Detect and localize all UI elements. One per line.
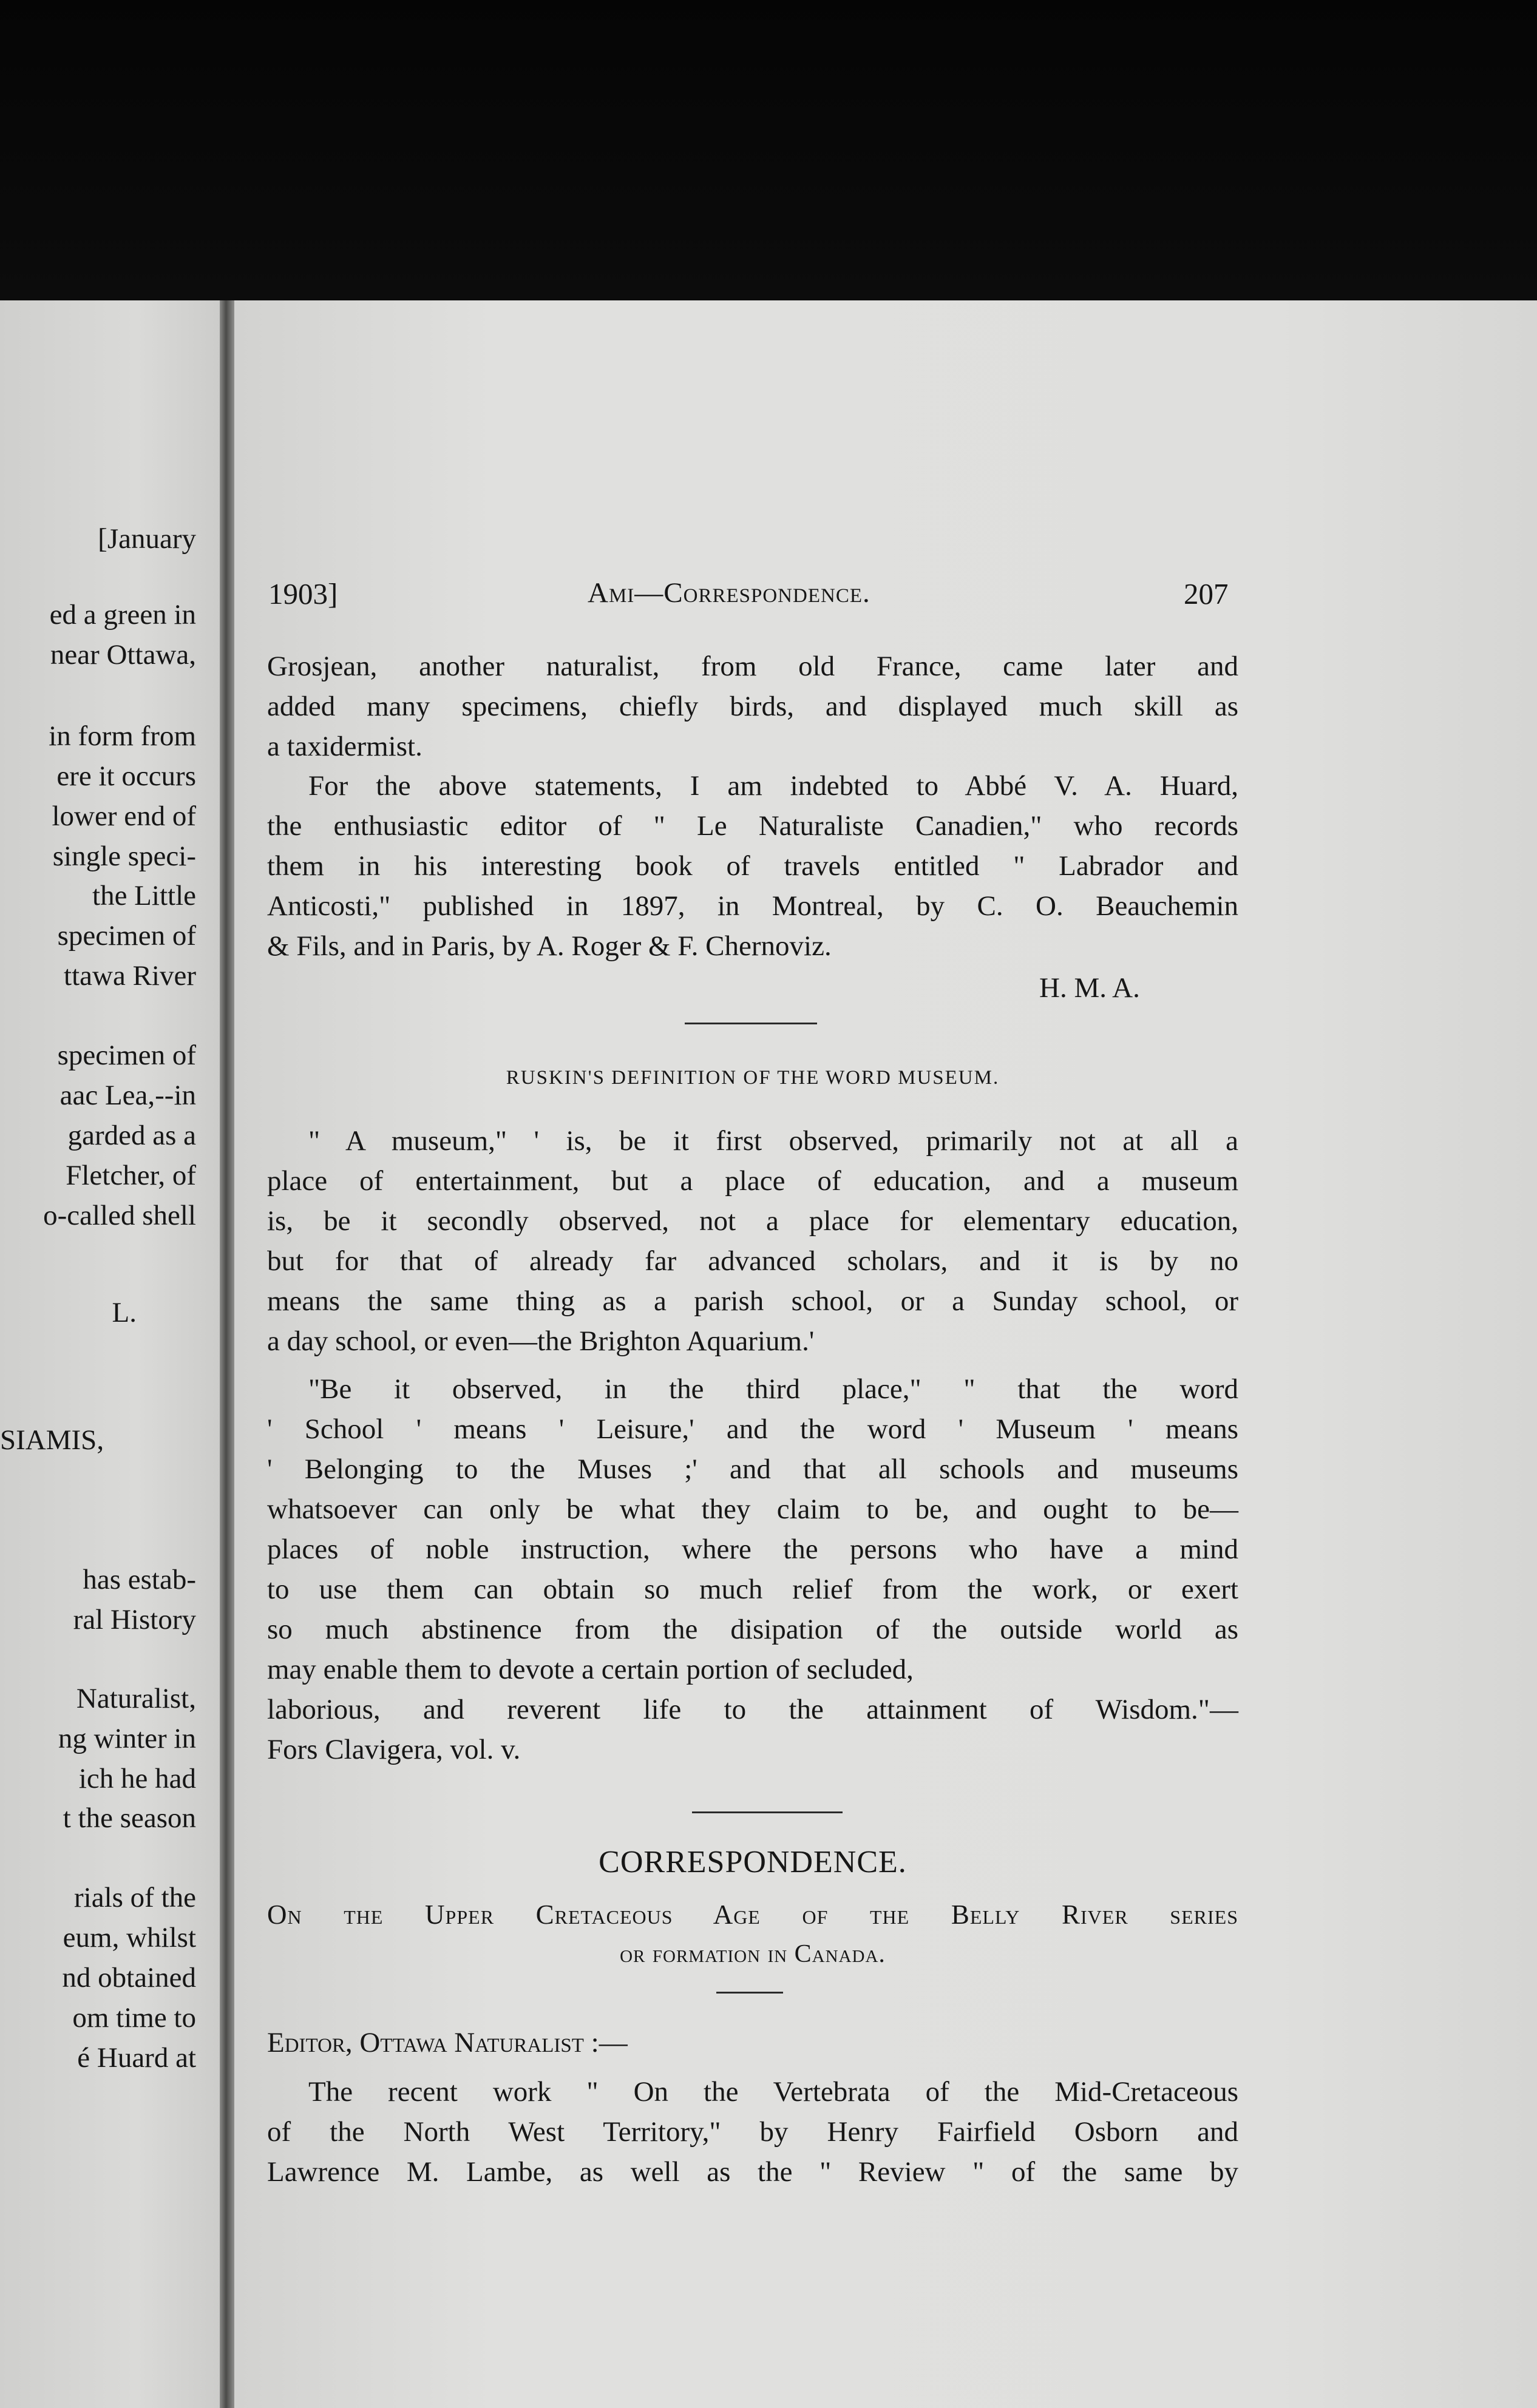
paragraph-line: added many specimens, chiefly birds, and displayed much skill as xyxy=(267,691,1238,722)
quote-line: "Be it observed, in the third place," " that the word xyxy=(308,1373,1238,1405)
left-page-text-fragment: Naturalist, xyxy=(76,1683,196,1714)
paragraph-line: of the North West Territory," by Henry Fairfield Osborn and xyxy=(267,2116,1238,2148)
quote-line: laborious, and reverent life to the attainment of Wisdom."— xyxy=(267,1694,1238,1725)
left-page-text-fragment: near Ottawa, xyxy=(50,639,196,671)
quote-line: to use them can obtain so much relief from the work, or exert xyxy=(267,1574,1238,1605)
header-year: 1903] xyxy=(268,577,338,610)
quote-line: ' Belonging to the Muses ;' and that all schools and museums xyxy=(267,1453,1238,1485)
quote-line: whatsoever can only be what they claim to be, and ought to be— xyxy=(267,1493,1238,1525)
quote-line: but for that of already far advanced scholars, and it is by no xyxy=(267,1245,1238,1277)
quote-line: Fors Clavigera, vol. v. xyxy=(267,1734,521,1765)
paragraph-line: the enthusiastic editor of " Le Naturaliste Canadien," who records xyxy=(267,810,1238,842)
left-page-text-fragment: specimen of xyxy=(57,920,196,952)
paragraph-line: Anticosti," published in 1897, in Montreal, by C. O. Beauchemin xyxy=(267,890,1238,922)
left-page-text-fragment: the Little xyxy=(92,880,196,911)
page-gutter xyxy=(220,300,236,2408)
previous-page-fragment xyxy=(0,300,228,2408)
paragraph-line: them in his interesting book of travels entitled " Labrador and xyxy=(267,850,1238,882)
left-page-text-fragment: rials of the xyxy=(74,1882,196,1913)
left-page-text-fragment: lower end of xyxy=(52,800,196,832)
left-page-text-fragment: eum, whilst xyxy=(63,1922,196,1953)
left-page-text-fragment: ng winter in xyxy=(58,1723,196,1754)
short-divider xyxy=(716,1992,783,1994)
article-title: or formation in Canada. xyxy=(620,1940,886,1968)
quote-line: ' School ' means ' Leisure,' and the word ' Museum ' means xyxy=(267,1413,1238,1445)
paragraph-line: Grosjean, another naturalist, from old France, came later and xyxy=(267,651,1238,682)
page-number: 207 xyxy=(1184,577,1229,610)
article-title: On the Upper Cretaceous Age of the Belly River series xyxy=(267,1899,1238,1930)
left-page-text-fragment: ed a green in xyxy=(49,599,196,631)
paragraph-line: Lawrence M. Lambe, as well as the " Review " of the same by xyxy=(267,2156,1238,2188)
left-page-text-fragment: t the season xyxy=(63,1802,196,1834)
left-page-text-fragment: single speci- xyxy=(52,840,196,872)
left-page-text-fragment: specimen of xyxy=(57,1040,196,1071)
paragraph-line: For the above statements, I am indebted to Abbé V. A. Huard, xyxy=(308,770,1238,802)
paragraph-line: a taxidermist. xyxy=(267,731,422,762)
quote-line: places of noble instruction, where the persons who have a mind xyxy=(267,1534,1238,1565)
left-page-text-fragment: [January xyxy=(98,523,196,555)
section-divider xyxy=(685,1023,817,1024)
paragraph-line: The recent work " On the Vertebrata of the Mid-Cretaceous xyxy=(308,2076,1238,2108)
left-page-text-fragment: ich he had xyxy=(78,1763,196,1794)
running-title: Ami—Correspondence. xyxy=(588,577,870,609)
quote-line: is, be it secondly observed, not a place for elementary education, xyxy=(267,1205,1238,1237)
left-page-text-fragment: ttawa River xyxy=(64,960,196,992)
paragraph-line: & Fils, and in Paris, by A. Roger & F. Chernoviz. xyxy=(267,930,832,962)
quote-line: may enable them to devote a certain portion of secluded, xyxy=(267,1654,914,1685)
section-heading: RUSKIN'S DEFINITION OF THE WORD MUSEUM. xyxy=(506,1067,1000,1089)
scanner-background xyxy=(0,0,1537,303)
left-page-text-fragment: in form from xyxy=(49,720,196,752)
left-page-text-fragment: aac Lea,--in xyxy=(59,1080,196,1111)
salutation: Editor, Ottawa Naturalist :— xyxy=(267,2027,628,2058)
left-page-text-fragment: ral History xyxy=(73,1604,196,1635)
left-page-text-fragment: L. xyxy=(112,1297,137,1328)
left-page-text-fragment: ere it occurs xyxy=(56,760,196,792)
quote-line: means the same thing as a parish school, or a Sunday school, or xyxy=(267,1285,1238,1317)
left-page-text-fragment: om time to xyxy=(72,2002,196,2034)
quote-line: a day school, or even—the Brighton Aquarium.' xyxy=(267,1325,815,1357)
left-page-text-fragment: SIAMIS, xyxy=(0,1424,104,1456)
left-page-text-fragment: has estab- xyxy=(83,1564,196,1595)
quote-line: place of entertainment, but a place of education, and a museum xyxy=(267,1165,1238,1197)
left-page-text-fragment: é Huard at xyxy=(77,2042,196,2074)
quote-line: so much abstinence from the disipation of the outside world as xyxy=(267,1614,1238,1645)
quote-line: " A museum," ' is, be it first observed, primarily not at all a xyxy=(308,1125,1238,1157)
signature: H. M. A. xyxy=(1039,972,1140,1004)
left-page-text-fragment: nd obtained xyxy=(62,1962,196,1994)
section-divider xyxy=(692,1811,843,1813)
left-page-text-fragment: garded as a xyxy=(67,1120,196,1151)
left-page-text-fragment: Fletcher, of xyxy=(66,1160,196,1191)
section-title: CORRESPONDENCE. xyxy=(599,1845,907,1879)
left-page-text-fragment: o-called shell xyxy=(43,1200,196,1231)
